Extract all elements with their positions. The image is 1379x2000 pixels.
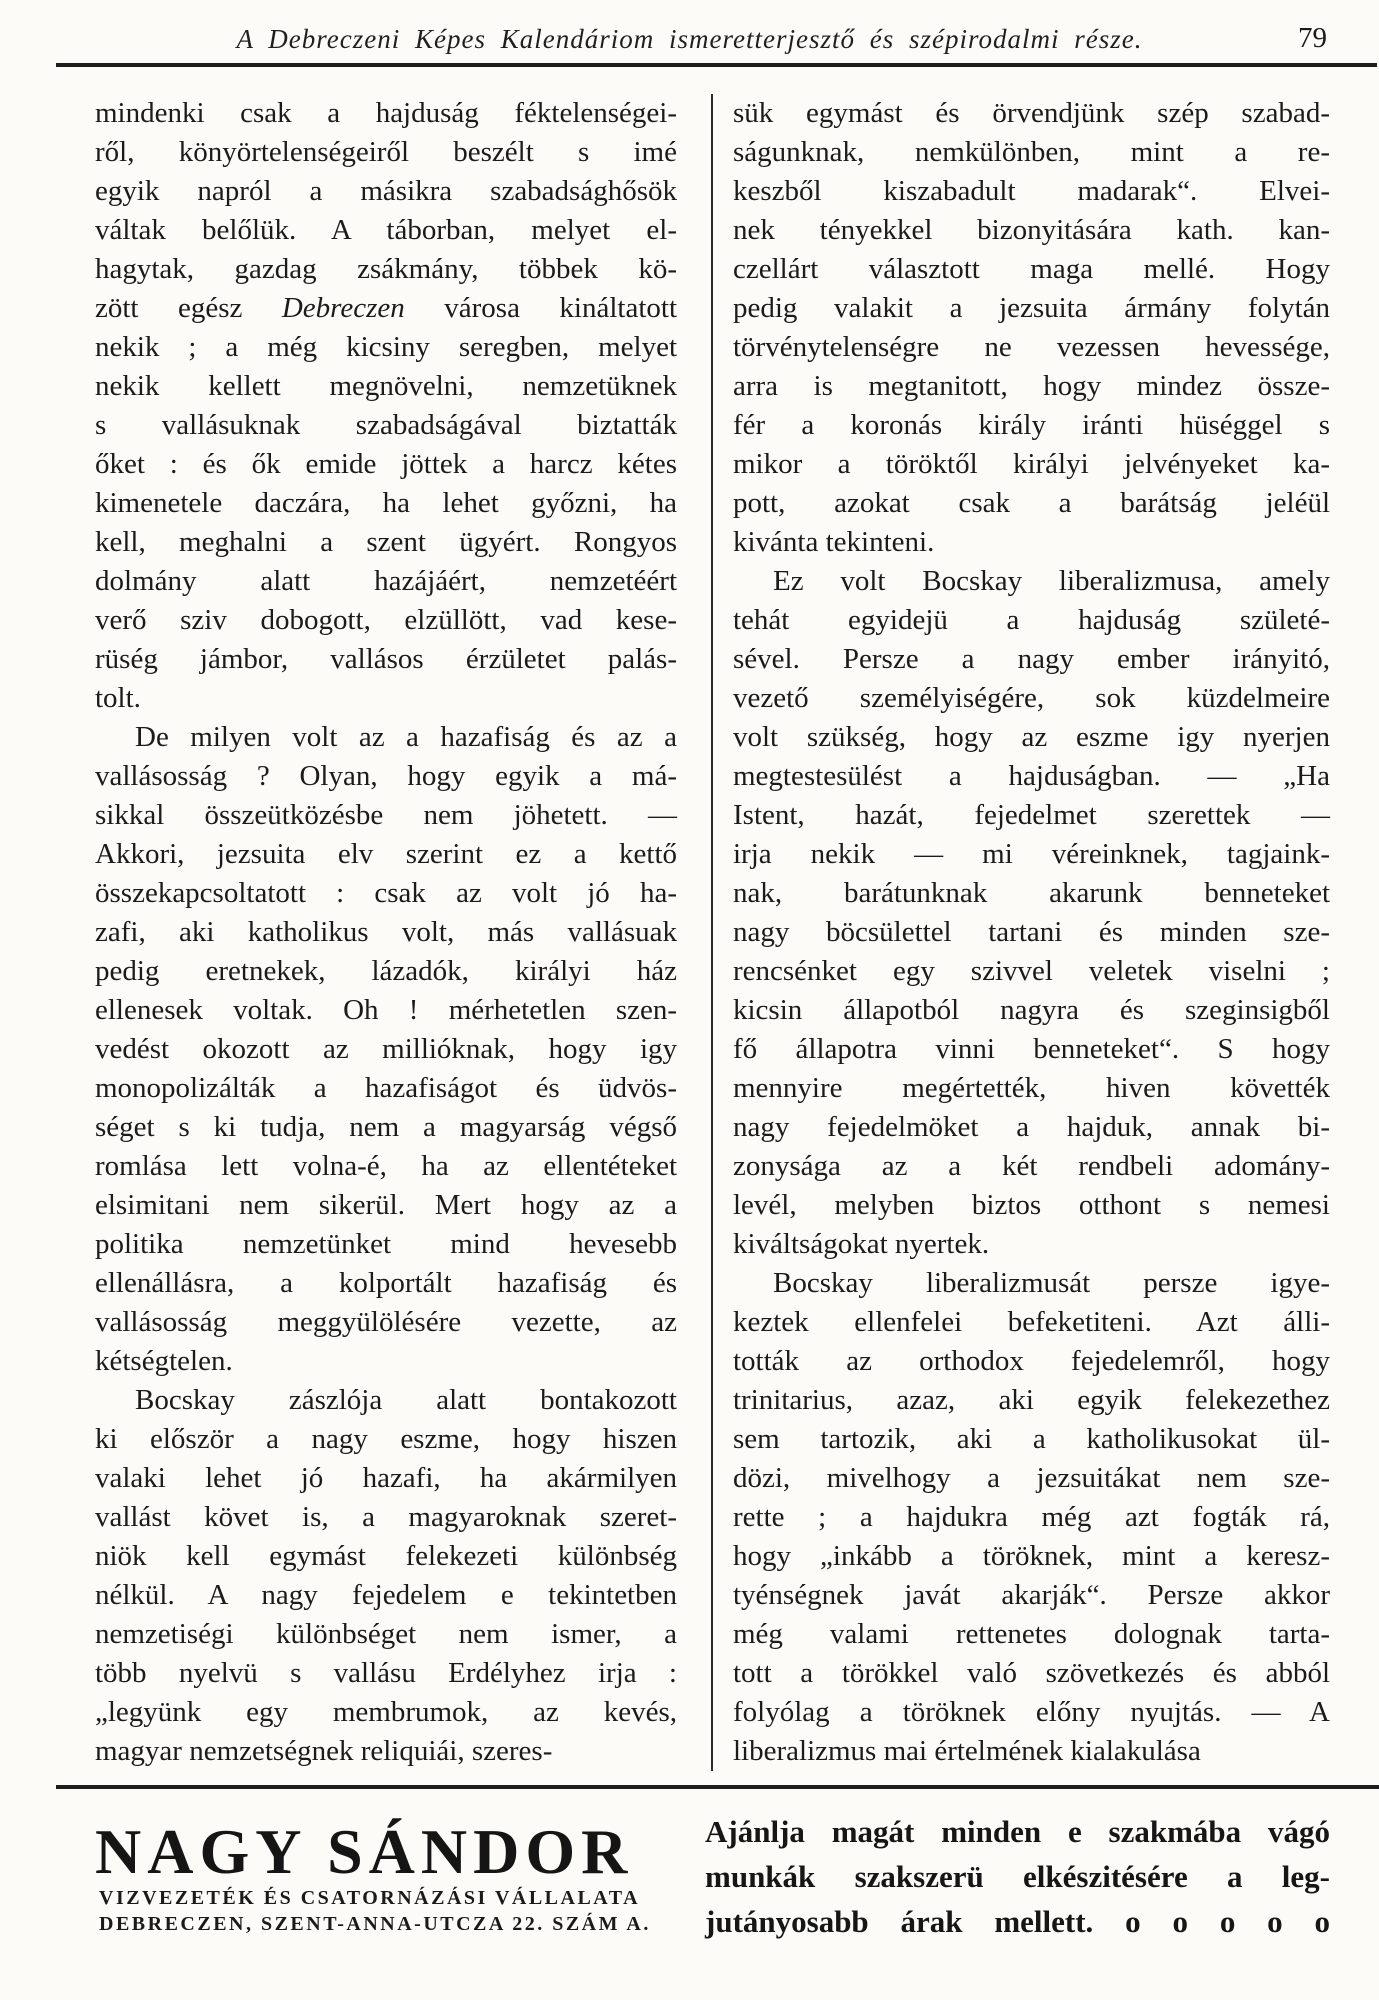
text-line (95, 1693, 677, 1732)
text-line (733, 1030, 1330, 1069)
text-line (733, 211, 1330, 250)
text-segment: pedig eretnekek, lázadók, királyi ház (95, 955, 677, 987)
text-segment: irja nekik — mi véreinknek, tagjaink- (733, 838, 1330, 870)
text-segment: tották az orthodox fejedelemről, hogy (733, 1345, 1330, 1377)
text-segment: ellenesek voltak. Oh ! mérhetetlen szen- (95, 994, 677, 1026)
text-segment: Bocskay zászlója alatt bontakozott (135, 1384, 677, 1416)
text-line (733, 1693, 1330, 1732)
text-line (95, 1147, 677, 1186)
text-segment: városa kináltatott (404, 292, 677, 324)
text-line (733, 913, 1330, 952)
text-segment: rüség jámbor, vallásos érzületet palás- (95, 643, 677, 675)
text-segment: hogy „inkább a töröknek, mint a keresz- (733, 1540, 1330, 1572)
article-left-column (95, 94, 677, 1771)
paragraph (95, 1381, 677, 1771)
text-line (733, 133, 1330, 172)
text-line (95, 1069, 677, 1108)
text-segment: megtestesülést a hajduságban. — „Ha (733, 760, 1330, 792)
text-segment: monopolizálták a hazafiságot és üdvös- (95, 1072, 677, 1104)
page-title: A Debreczeni Képes Kalendáriom ismeretterjesztő és szépirodalmi része. (236, 24, 1143, 54)
text-line (733, 1147, 1330, 1186)
text-line (95, 679, 677, 718)
text-segment: czellárt választott maga mellé. Hogy (733, 253, 1330, 285)
text-segment: nagy böcsülettel tartani és minden sze- (733, 916, 1330, 948)
text-line (733, 796, 1330, 835)
column-divider (711, 94, 713, 1771)
text-segment: kétségtelen. (95, 1345, 233, 1377)
ad-pitch-text (705, 1809, 1330, 1944)
text-segment: s vallásuknak szabadságával biztatták (95, 409, 677, 441)
article-body (0, 68, 1379, 1771)
text-line (95, 1030, 677, 1069)
text-line (705, 1854, 1330, 1899)
text-line (733, 679, 1330, 718)
text-segment: hagytak, gazdag zsákmány, többek kö- (95, 253, 677, 285)
text-segment: Bocskay liberalizmusát persze igye- (773, 1267, 1330, 1299)
text-segment: kicsin állapotból nagyra és szeginsigből (733, 994, 1330, 1026)
text-segment: sével. Persze a nagy ember irányitó, (733, 643, 1330, 675)
text-segment: Ez volt Bocskay liberalizmusa, amely (773, 565, 1330, 597)
text-line (733, 1654, 1330, 1693)
text-segment: De milyen volt az a hazafiság és az a (135, 721, 677, 753)
text-segment: egyik napról a másikra szabadsághősök (95, 175, 677, 207)
text-line (733, 1225, 1330, 1264)
text-segment: kivánta tekinteni. (733, 526, 935, 558)
article-right-column (733, 94, 1330, 1771)
text-line (733, 1342, 1330, 1381)
text-segment: arra is megtanitott, hogy mindez össze- (733, 370, 1330, 402)
text-line (733, 367, 1330, 406)
text-segment: Istent, hazát, fejedelmet szerettek — (733, 799, 1330, 831)
text-segment: levél, melyben biztos otthont s nemesi (733, 1189, 1330, 1221)
text-segment: jutányosabb árak mellett. o o o o o (705, 1904, 1330, 1939)
ad-subtitle-line2: DEBRECZEN, SZENT-ANNA-UTCZA 22. SZÁM A. (99, 1913, 651, 1935)
text-line (733, 1264, 1330, 1303)
text-line (95, 94, 677, 133)
text-segment: fő állapotra vinni benneteket“. S hogy (733, 1033, 1330, 1065)
text-line (95, 289, 677, 328)
text-line (95, 835, 677, 874)
text-line (733, 1108, 1330, 1147)
text-segment: még valami rettenetes dolognak tarta- (733, 1618, 1330, 1650)
text-line (95, 484, 677, 523)
text-segment: összekapcsoltatott : csak az volt jó ha- (95, 877, 677, 909)
text-segment: verő sziv dobogott, elzüllött, vad kese- (95, 604, 677, 636)
ad-subtitle-line1: VIZVEZETÉK ÉS CSATORNÁZÁSI VÁLLALATA (99, 1887, 641, 1909)
text-line (95, 1186, 677, 1225)
text-line (733, 1498, 1330, 1537)
text-segment: keztek ellenfelei befeketiteni. Azt álli- (733, 1306, 1330, 1338)
text-segment: volt szükség, hogy az eszme igy nyerjen (733, 721, 1330, 753)
text-segment: fér a koronás király iránti hüséggel s (733, 409, 1330, 441)
text-line (733, 640, 1330, 679)
text-line (95, 1537, 677, 1576)
text-segment: ságunknak, nemkülönben, mint a re- (733, 136, 1330, 168)
text-segment: elsimitani nem sikerül. Mert hogy az a (95, 1189, 677, 1221)
text-line (95, 1342, 677, 1381)
paragraph (95, 94, 677, 718)
text-line (95, 1732, 677, 1771)
text-line (733, 952, 1330, 991)
text-segment: mikor a töröktől királyi jelvényeket ka- (733, 448, 1330, 480)
text-line (95, 718, 677, 757)
text-segment: nélkül. A nagy fejedelem e tekintetben (95, 1579, 677, 1611)
text-line (733, 874, 1330, 913)
ad-company-block (95, 1809, 680, 1944)
text-segment: „legyünk egy membrumok, az kevés, (95, 1696, 677, 1728)
text-line (733, 718, 1330, 757)
text-line (95, 1576, 677, 1615)
text-segment: nekik ; a még kicsiny seregben, melyet (95, 331, 677, 363)
text-segment: tyénségnek javát akarják“. Persze akkor (733, 1579, 1330, 1611)
text-line (95, 562, 677, 601)
text-segment: munkák szakszerü elkészitésére a leg- (705, 1859, 1330, 1894)
text-line (733, 1381, 1330, 1420)
text-line (733, 406, 1330, 445)
text-segment: mindenki csak a hajduság féktelenségei- (95, 97, 677, 129)
text-segment: ről, könyörtelenségeiről beszélt s imé (95, 136, 677, 168)
text-line (733, 445, 1330, 484)
text-line (95, 523, 677, 562)
text-segment: nek tényekkel bizonyitására kath. kan- (733, 214, 1330, 246)
text-segment: váltak belőlük. A táborban, melyet el- (95, 214, 677, 246)
text-segment: rette ; a hajdukra még azt fogták rá, (733, 1501, 1330, 1533)
text-line (95, 1615, 677, 1654)
text-segment: zött egész (95, 292, 282, 324)
text-line (95, 874, 677, 913)
text-segment: tott a törökkel való szövetkezés és abból (733, 1657, 1330, 1689)
text-segment: nak, barátunknak akarunk benneteket (733, 877, 1330, 909)
text-line (95, 1654, 677, 1693)
text-segment: kiváltságokat nyertek. (733, 1228, 990, 1260)
text-line (733, 1459, 1330, 1498)
text-segment: vallásosság ? Olyan, hogy egyik a má- (95, 760, 677, 792)
text-segment: dolmány alatt hazájáért, nemzetéért (95, 565, 677, 597)
text-line (95, 1264, 677, 1303)
text-segment: mennyire megértették, hiven követték (733, 1072, 1330, 1104)
text-segment: rencsénket egy szivvel veletek viselni ; (733, 955, 1330, 987)
text-segment: liberalizmus mai értelmének kialakulása (733, 1735, 1201, 1767)
text-line (733, 991, 1330, 1030)
text-segment: kell, meghalni a szent ügyért. Rongyos (95, 526, 677, 558)
paragraph (705, 1809, 1330, 1944)
paragraph (733, 1264, 1330, 1771)
text-line (733, 1615, 1330, 1654)
text-line (95, 1108, 677, 1147)
text-segment: vezető személyiségére, sok küzdelmeire (733, 682, 1330, 714)
text-line (733, 172, 1330, 211)
text-line (733, 523, 1330, 562)
text-line (95, 367, 677, 406)
text-line (95, 1498, 677, 1537)
text-line (95, 1303, 677, 1342)
text-segment: sikkal összeütközésbe nem jöhetett. — (95, 799, 677, 831)
text-line (733, 1576, 1330, 1615)
text-line (95, 406, 677, 445)
text-segment: trinitarius, azaz, aki egyik felekezethez (733, 1384, 1330, 1416)
text-segment: politika nemzetünket mind hevesebb (95, 1228, 677, 1260)
paragraph (95, 718, 677, 1381)
text-line (733, 1186, 1330, 1225)
text-segment: folyólag a töröknek előny nyujtás. — A (733, 1696, 1330, 1728)
text-line (95, 757, 677, 796)
text-segment: sem tartozik, aki a katholikusokat ül- (733, 1423, 1330, 1455)
text-segment: tehát egyidejü a hajduság születé- (733, 604, 1330, 636)
italic-text: Debreczen (281, 292, 405, 324)
text-segment: nagy fejedelmöket a hajduk, annak bi- (733, 1111, 1330, 1143)
text-line (733, 1069, 1330, 1108)
text-segment: ellenállásra, a kolportált hazafiság és (95, 1267, 677, 1299)
text-line (733, 1420, 1330, 1459)
text-line (95, 172, 677, 211)
text-line (95, 328, 677, 367)
text-segment: ki először a nagy eszme, hogy hiszen (95, 1423, 677, 1455)
text-line (95, 133, 677, 172)
text-segment: Akkori, jezsuita elv szerint ez a kettő (95, 838, 677, 870)
text-line (95, 1381, 677, 1420)
text-segment: magyar nemzetségnek reliquiái, szeres- (95, 1735, 553, 1767)
text-line (95, 601, 677, 640)
text-line (95, 796, 677, 835)
text-segment: pott, azokat csak a barátság jeléül (733, 487, 1330, 519)
text-segment: pedig valakit a jezsuita ármány folytán (733, 292, 1330, 324)
text-segment: vedést okozott az millióknak, hogy igy (95, 1033, 677, 1065)
text-segment: vallásosság meggyülölésére vezette, az (95, 1306, 677, 1338)
text-line (733, 94, 1330, 133)
text-segment: sük egymást és örvendjünk szép szabad- (733, 97, 1330, 129)
text-segment: dözi, mivelhogy a jezsuitákat nem sze- (733, 1462, 1330, 1494)
text-line (95, 445, 677, 484)
text-segment: tolt. (95, 682, 141, 714)
text-line (95, 250, 677, 289)
text-segment: nekik kellett megnövelni, nemzetüknek (95, 370, 677, 402)
ad-company-name: NAGY SÁNDOR (95, 1816, 634, 1887)
text-line (733, 484, 1330, 523)
text-line (733, 1732, 1330, 1771)
header-rule (56, 63, 1377, 67)
text-line (95, 1225, 677, 1264)
text-line (733, 1537, 1330, 1576)
text-line (733, 601, 1330, 640)
text-segment: több nyelvü s vallásu Erdélyhez irja : (95, 1657, 677, 1689)
text-line (95, 991, 677, 1030)
advertisement (0, 1789, 1379, 1944)
page-number: 79 (1298, 22, 1327, 54)
text-segment: kimenetele daczára, ha lehet győzni, ha (95, 487, 677, 519)
text-segment: törvénytelenségre ne vezessen hevessége, (733, 331, 1330, 363)
text-line (95, 640, 677, 679)
text-segment: valaki lehet jó hazafi, ha akármilyen (95, 1462, 677, 1494)
text-line (95, 1420, 677, 1459)
text-segment: keszből kiszabadult madarak“. Elvei- (733, 175, 1330, 207)
text-segment: vallást követ is, a magyaroknak szeret- (95, 1501, 677, 1533)
text-line (733, 289, 1330, 328)
text-segment: séget s ki tudja, nem a magyarság végső (95, 1111, 677, 1143)
text-line (733, 250, 1330, 289)
text-line (705, 1809, 1330, 1854)
text-segment: Ajánlja magát minden e szakmába vágó (705, 1814, 1330, 1849)
text-line (733, 757, 1330, 796)
paragraph (733, 94, 1330, 562)
page-header (0, 0, 1379, 68)
text-line (95, 913, 677, 952)
text-segment: niök kell egymást felekezeti különbség (95, 1540, 677, 1572)
text-segment: zafi, aki katholikus volt, más vallásuak (95, 916, 677, 948)
text-segment: nemzetiségi különbséget nem ismer, a (95, 1618, 677, 1650)
text-line (733, 562, 1330, 601)
text-line (733, 1303, 1330, 1342)
text-segment: zonysága az a két rendbeli adomány- (733, 1150, 1330, 1182)
text-line (95, 211, 677, 250)
text-line (95, 1459, 677, 1498)
text-line (733, 835, 1330, 874)
text-line (705, 1899, 1330, 1944)
paragraph (733, 562, 1330, 1264)
text-line (733, 328, 1330, 367)
text-line (95, 952, 677, 991)
text-segment: romlása lett volna-é, ha az ellentéteket (95, 1150, 677, 1182)
text-segment: őket : és ők emide jöttek a harcz kétes (95, 448, 677, 480)
